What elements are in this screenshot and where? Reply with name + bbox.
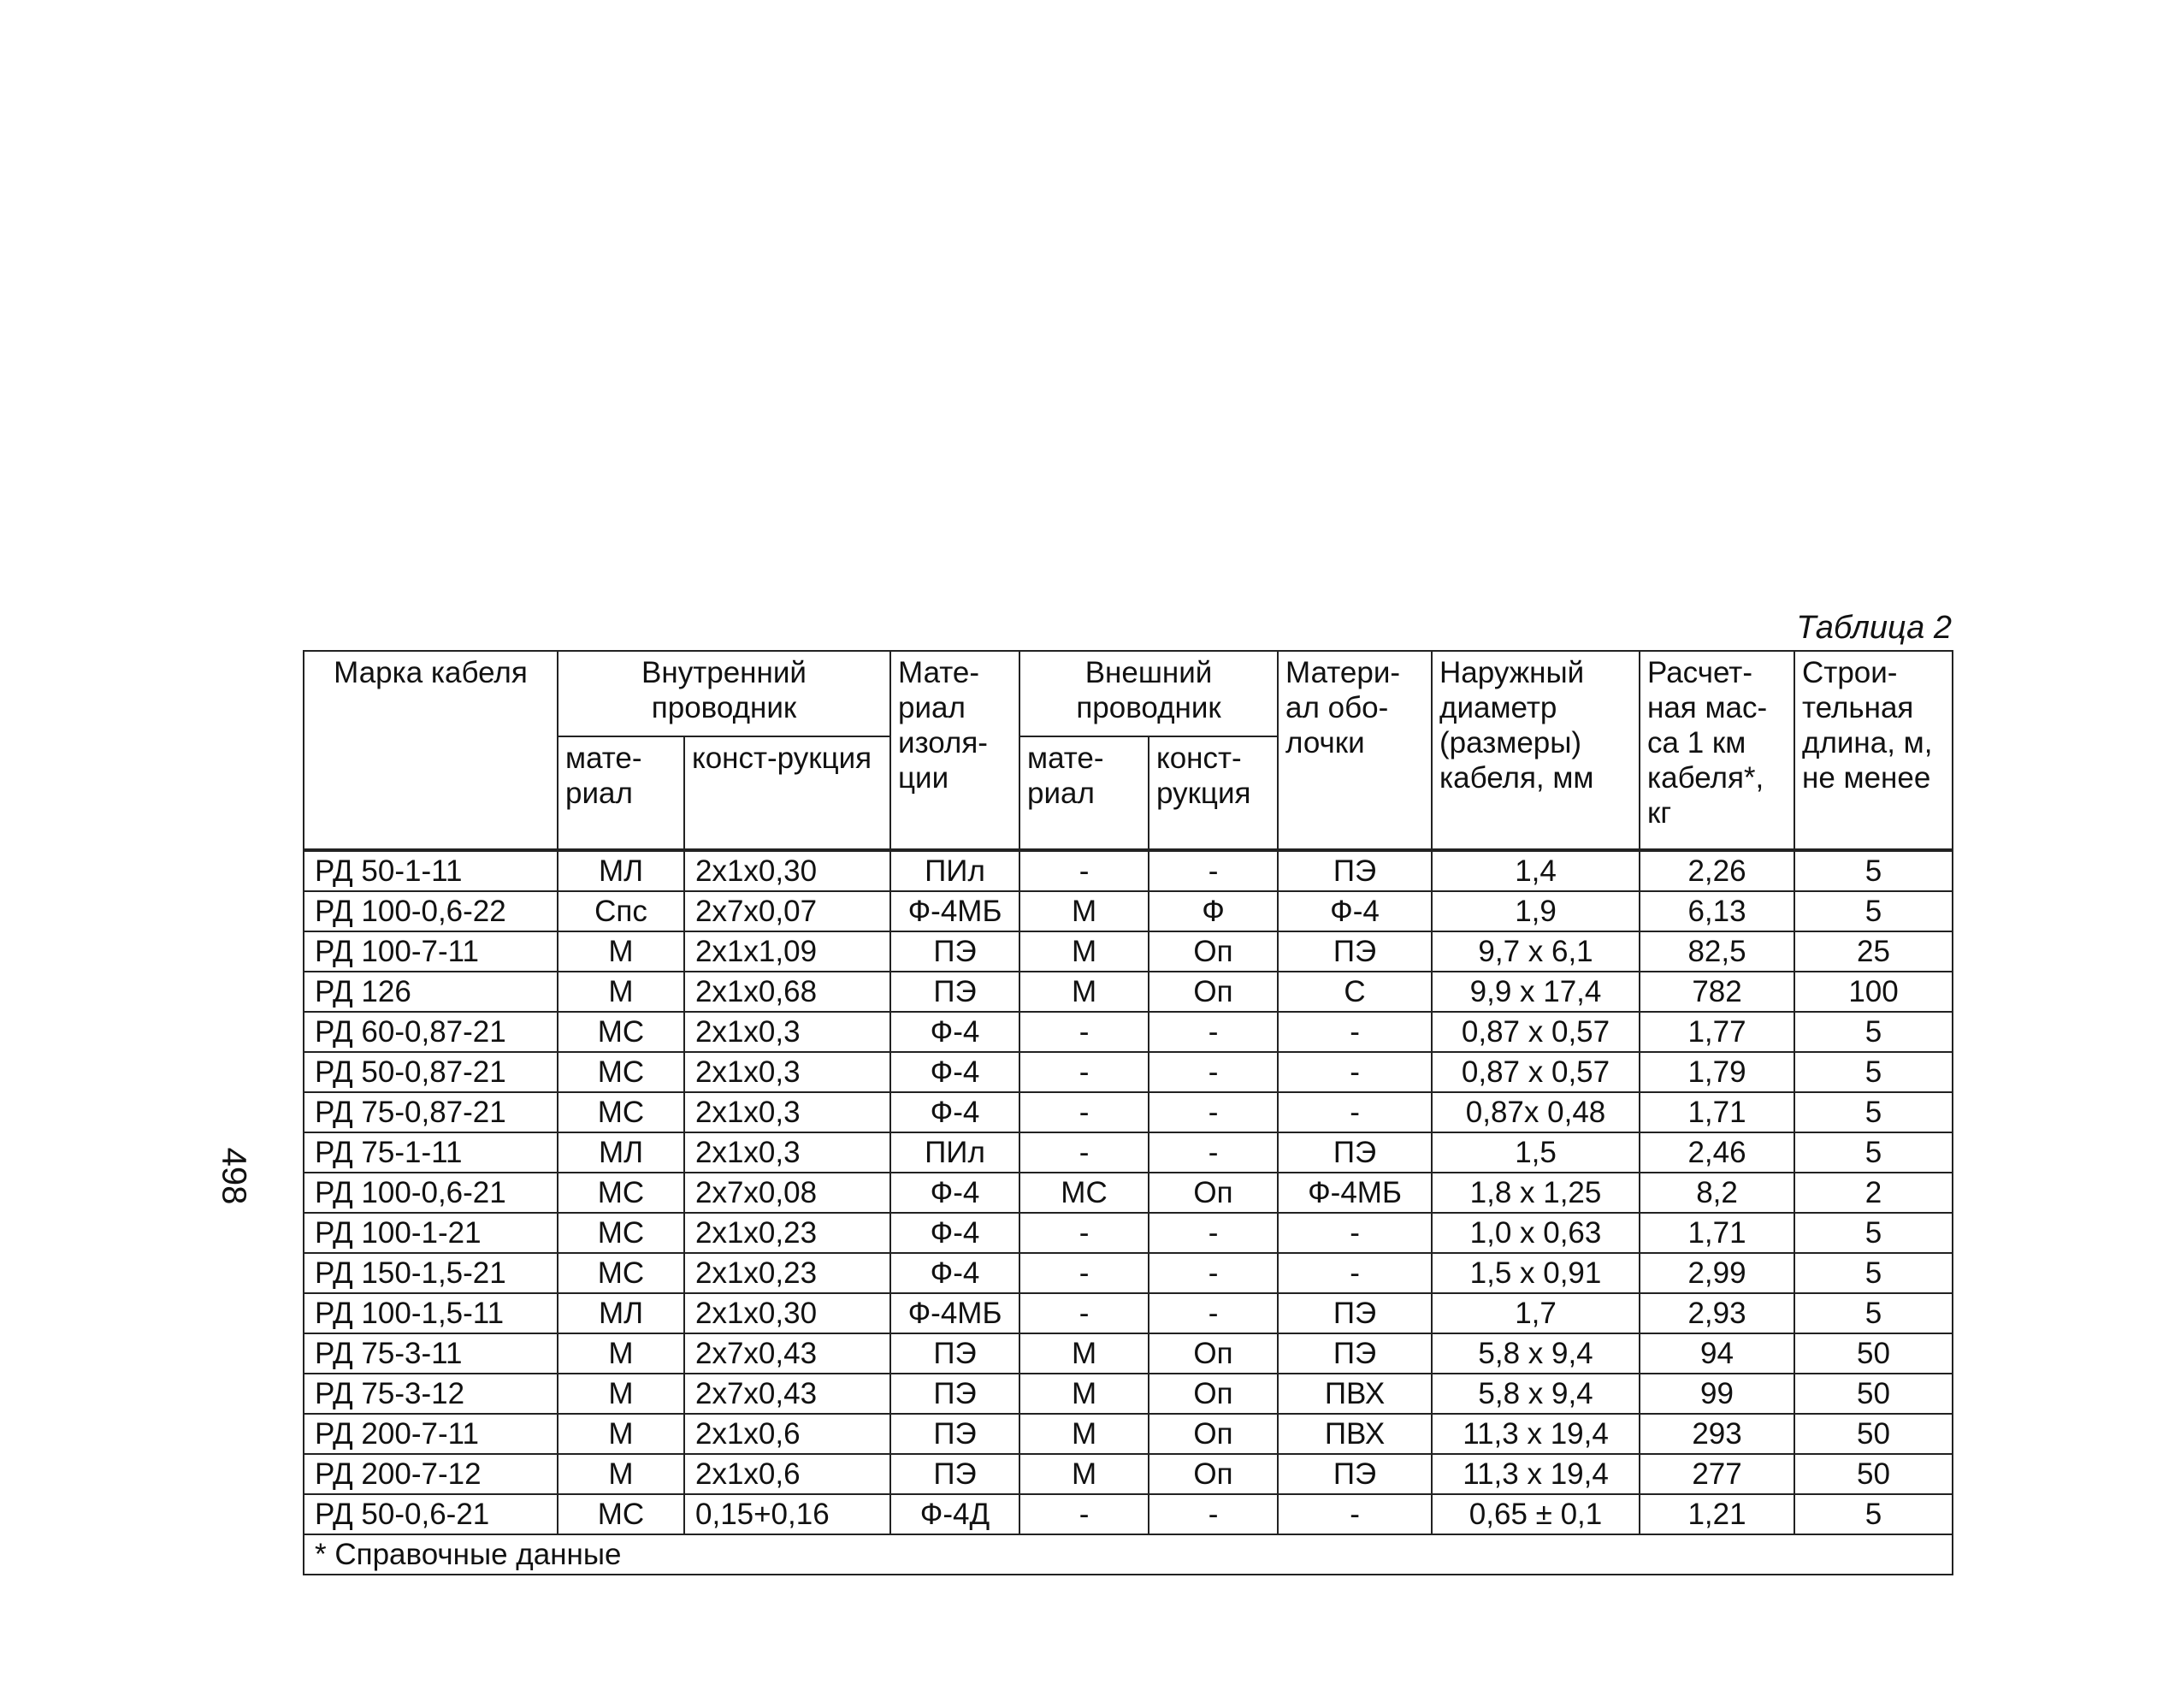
cell-diameter: 9,7 x 6,1 <box>1432 931 1640 972</box>
cell-diameter: 11,3 x 19,4 <box>1432 1414 1640 1454</box>
cell-inner-construction: 2x7x0,08 <box>684 1173 890 1213</box>
table-row <box>304 1494 1953 1534</box>
cell-sheath: - <box>1278 1092 1432 1132</box>
cell-outer-material: М <box>1019 891 1149 931</box>
cell-cable-mark: РД 100-0,6-22 <box>304 891 558 931</box>
cell-length: 2 <box>1794 1173 1953 1213</box>
cell-inner-material: МС <box>558 1173 684 1213</box>
cell-inner-construction: 2x1x1,09 <box>684 931 890 972</box>
cell-diameter: 0,65 ± 0,1 <box>1432 1494 1640 1534</box>
table-row <box>304 1092 1953 1132</box>
cell-length: 50 <box>1794 1454 1953 1494</box>
cell-diameter: 1,8 x 1,25 <box>1432 1173 1640 1213</box>
cell-outer-material: М <box>1019 1374 1149 1414</box>
cell-mass: 782 <box>1640 972 1794 1012</box>
header-insulation-material: Мате-риал изоля-ции <box>890 651 1019 850</box>
cell-inner-material: М <box>558 1454 684 1494</box>
cell-outer-construction: - <box>1149 1052 1278 1092</box>
cell-outer-material: - <box>1019 850 1149 891</box>
cell-mass: 277 <box>1640 1454 1794 1494</box>
cell-outer-construction: - <box>1149 1132 1278 1173</box>
cell-cable-mark: РД 75-1-11 <box>304 1132 558 1173</box>
cell-insulation: ПЭ <box>890 1414 1019 1454</box>
cell-outer-construction: - <box>1149 1092 1278 1132</box>
cell-inner-material: МС <box>558 1494 684 1534</box>
cell-inner-construction: 2x1x0,3 <box>684 1132 890 1173</box>
cell-diameter: 1,5 <box>1432 1132 1640 1173</box>
cell-mass: 8,2 <box>1640 1173 1794 1213</box>
cell-insulation: Ф-4 <box>890 1253 1019 1293</box>
table-row <box>304 891 1953 931</box>
cell-cable-mark: РД 75-3-12 <box>304 1374 558 1414</box>
cell-diameter: 1,7 <box>1432 1293 1640 1333</box>
cell-inner-material: МЛ <box>558 1132 684 1173</box>
cell-outer-construction: Оп <box>1149 1414 1278 1454</box>
cell-outer-material: М <box>1019 931 1149 972</box>
cell-outer-construction: - <box>1149 1253 1278 1293</box>
cell-sheath: Ф-4 <box>1278 891 1432 931</box>
table-caption: Таблица 2 <box>1796 610 1952 646</box>
cell-inner-construction: 2x1x0,30 <box>684 1293 890 1333</box>
table-row <box>304 1293 1953 1333</box>
cell-sheath: - <box>1278 1253 1432 1293</box>
cell-outer-construction: Оп <box>1149 1374 1278 1414</box>
cell-outer-material: М <box>1019 1454 1149 1494</box>
cell-inner-construction: 2x1x0,23 <box>684 1213 890 1253</box>
header-outer-conductor: Внешний проводник <box>1019 651 1278 736</box>
cell-outer-construction: Оп <box>1149 1454 1278 1494</box>
cell-insulation: ПЭ <box>890 972 1019 1012</box>
cell-outer-construction: - <box>1149 1494 1278 1534</box>
cell-inner-material: МС <box>558 1092 684 1132</box>
cell-outer-material: - <box>1019 1293 1149 1333</box>
cell-cable-mark: РД 150-1,5-21 <box>304 1253 558 1293</box>
table-row <box>304 1052 1953 1092</box>
cell-length: 5 <box>1794 891 1953 931</box>
cell-cable-mark: РД 100-1-21 <box>304 1213 558 1253</box>
cell-outer-material: М <box>1019 1333 1149 1374</box>
cell-inner-material: М <box>558 1414 684 1454</box>
cell-inner-construction: 0,15+0,16 <box>684 1494 890 1534</box>
cell-insulation: Ф-4МБ <box>890 891 1019 931</box>
table-row <box>304 1374 1953 1414</box>
header-outer-construction: конст-рукция <box>1149 736 1278 850</box>
cell-length: 5 <box>1794 1293 1953 1333</box>
cell-length: 5 <box>1794 1052 1953 1092</box>
cable-spec-table <box>303 650 1953 1575</box>
cell-diameter: 11,3 x 19,4 <box>1432 1454 1640 1494</box>
header-sheath-material: Матери-ал обо-лочки <box>1278 651 1432 850</box>
cell-mass: 1,71 <box>1640 1213 1794 1253</box>
cell-mass: 1,77 <box>1640 1012 1794 1052</box>
cell-inner-material: М <box>558 972 684 1012</box>
cell-diameter: 0,87 x 0,57 <box>1432 1052 1640 1092</box>
cell-outer-construction: - <box>1149 1012 1278 1052</box>
cell-length: 5 <box>1794 1213 1953 1253</box>
table-row <box>304 1173 1953 1213</box>
cell-diameter: 1,5 x 0,91 <box>1432 1253 1640 1293</box>
cell-inner-construction: 2x1x0,6 <box>684 1414 890 1454</box>
header-construction-length: Строи-тельная длина, м, не менее <box>1794 651 1953 850</box>
cell-cable-mark: РД 50-1-11 <box>304 850 558 891</box>
cell-cable-mark: РД 200-7-11 <box>304 1414 558 1454</box>
cell-length: 50 <box>1794 1333 1953 1374</box>
cell-inner-construction: 2x1x0,3 <box>684 1052 890 1092</box>
cell-mass: 94 <box>1640 1333 1794 1374</box>
cell-outer-material: - <box>1019 1052 1149 1092</box>
cell-diameter: 0,87x 0,48 <box>1432 1092 1640 1132</box>
cell-inner-material: М <box>558 1374 684 1414</box>
header-inner-construction: конст-рукция <box>684 736 890 850</box>
cell-mass: 1,71 <box>1640 1092 1794 1132</box>
cell-sheath: ПЭ <box>1278 1333 1432 1374</box>
header-calculated-mass: Расчет-ная мас-са 1 км кабеля*, кг <box>1640 651 1794 850</box>
cell-sheath: ПЭ <box>1278 1293 1432 1333</box>
cell-diameter: 1,9 <box>1432 891 1640 931</box>
cell-length: 25 <box>1794 931 1953 972</box>
cell-cable-mark: РД 200-7-12 <box>304 1454 558 1494</box>
cell-length: 5 <box>1794 1012 1953 1052</box>
cell-sheath: - <box>1278 1494 1432 1534</box>
cell-inner-construction: 2x1x0,3 <box>684 1092 890 1132</box>
table-body <box>304 850 1953 1534</box>
cell-diameter: 1,4 <box>1432 850 1640 891</box>
table-row <box>304 1012 1953 1052</box>
cell-outer-material: М <box>1019 972 1149 1012</box>
cell-inner-construction: 2x1x0,6 <box>684 1454 890 1494</box>
cell-sheath: ПЭ <box>1278 850 1432 891</box>
cell-cable-mark: РД 75-3-11 <box>304 1333 558 1374</box>
cell-inner-construction: 2x1x0,30 <box>684 850 890 891</box>
cell-sheath: ПЭ <box>1278 1132 1432 1173</box>
cell-outer-material: - <box>1019 1132 1149 1173</box>
header-inner-material: мате-риал <box>558 736 684 850</box>
cell-outer-material: М <box>1019 1414 1149 1454</box>
cell-insulation: ПЭ <box>890 1374 1019 1414</box>
cell-inner-material: МС <box>558 1052 684 1092</box>
table-footnote: * Справочные данные <box>304 1534 1953 1575</box>
table-row <box>304 931 1953 972</box>
cell-inner-material: МЛ <box>558 1293 684 1333</box>
cell-inner-construction: 2x1x0,3 <box>684 1012 890 1052</box>
cell-diameter: 5,8 x 9,4 <box>1432 1333 1640 1374</box>
cell-mass: 2,46 <box>1640 1132 1794 1173</box>
table-row <box>304 850 1953 891</box>
cell-insulation: Ф-4 <box>890 1012 1019 1052</box>
cell-inner-material: МС <box>558 1213 684 1253</box>
cell-mass: 6,13 <box>1640 891 1794 931</box>
table-header <box>304 651 1953 850</box>
cell-length: 5 <box>1794 1092 1953 1132</box>
cell-outer-material: - <box>1019 1012 1149 1052</box>
cell-sheath: С <box>1278 972 1432 1012</box>
cell-diameter: 1,0 x 0,63 <box>1432 1213 1640 1253</box>
header-inner-conductor: Внутренний проводник <box>558 651 890 736</box>
cell-cable-mark: РД 100-0,6-21 <box>304 1173 558 1213</box>
cell-sheath: ПВХ <box>1278 1374 1432 1414</box>
cell-inner-material: М <box>558 931 684 972</box>
cell-outer-construction: Оп <box>1149 972 1278 1012</box>
table-row <box>304 1333 1953 1374</box>
cell-cable-mark: РД 50-0,87-21 <box>304 1052 558 1092</box>
cell-sheath: - <box>1278 1213 1432 1253</box>
cell-sheath: ПЭ <box>1278 931 1432 972</box>
cell-length: 5 <box>1794 1494 1953 1534</box>
cell-length: 5 <box>1794 1253 1953 1293</box>
cell-mass: 82,5 <box>1640 931 1794 972</box>
cell-inner-material: МС <box>558 1253 684 1293</box>
cell-cable-mark: РД 75-0,87-21 <box>304 1092 558 1132</box>
cell-diameter: 9,9 x 17,4 <box>1432 972 1640 1012</box>
cell-outer-construction: Ф <box>1149 891 1278 931</box>
cell-length: 5 <box>1794 850 1953 891</box>
cell-cable-mark: РД 126 <box>304 972 558 1012</box>
cell-length: 50 <box>1794 1374 1953 1414</box>
cell-cable-mark: РД 60-0,87-21 <box>304 1012 558 1052</box>
cell-mass: 99 <box>1640 1374 1794 1414</box>
cell-insulation: ПЭ <box>890 931 1019 972</box>
cell-sheath: ПВХ <box>1278 1414 1432 1454</box>
cell-outer-material: - <box>1019 1092 1149 1132</box>
cell-length: 5 <box>1794 1132 1953 1173</box>
cell-insulation: ПИл <box>890 850 1019 891</box>
cell-mass: 293 <box>1640 1414 1794 1454</box>
cell-outer-material: - <box>1019 1213 1149 1253</box>
cell-inner-material: МЛ <box>558 850 684 891</box>
cell-inner-material: МС <box>558 1012 684 1052</box>
table-row <box>304 1253 1953 1293</box>
cell-insulation: ПЭ <box>890 1333 1019 1374</box>
cell-diameter: 0,87 x 0,57 <box>1432 1012 1640 1052</box>
cell-inner-construction: 2x1x0,23 <box>684 1253 890 1293</box>
cell-outer-construction: - <box>1149 1293 1278 1333</box>
cell-sheath: ПЭ <box>1278 1454 1432 1494</box>
cell-insulation: Ф-4 <box>890 1092 1019 1132</box>
cell-outer-construction: - <box>1149 1213 1278 1253</box>
cell-cable-mark: РД 100-1,5-11 <box>304 1293 558 1333</box>
cell-insulation: Ф-4 <box>890 1213 1019 1253</box>
cell-insulation: Ф-4 <box>890 1173 1019 1213</box>
cell-mass: 1,21 <box>1640 1494 1794 1534</box>
cell-outer-material: МС <box>1019 1173 1149 1213</box>
cell-mass: 2,99 <box>1640 1253 1794 1293</box>
cell-insulation: Ф-4Д <box>890 1494 1019 1534</box>
cell-inner-construction: 2x1x0,68 <box>684 972 890 1012</box>
cell-cable-mark: РД 100-7-11 <box>304 931 558 972</box>
cell-insulation: Ф-4 <box>890 1052 1019 1092</box>
cell-sheath: - <box>1278 1012 1432 1052</box>
table-row <box>304 1132 1953 1173</box>
cell-insulation: ПЭ <box>890 1454 1019 1494</box>
cell-cable-mark: РД 50-0,6-21 <box>304 1494 558 1534</box>
cell-diameter: 5,8 x 9,4 <box>1432 1374 1640 1414</box>
table-row <box>304 1454 1953 1494</box>
cell-inner-material: М <box>558 1333 684 1374</box>
cell-inner-construction: 2x7x0,43 <box>684 1374 890 1414</box>
cell-insulation: Ф-4МБ <box>890 1293 1019 1333</box>
page-number: 498 <box>215 1147 253 1205</box>
table-row <box>304 1213 1953 1253</box>
cell-outer-construction: Оп <box>1149 1333 1278 1374</box>
header-cable-mark: Марка кабеля <box>304 651 558 850</box>
cell-outer-material: - <box>1019 1253 1149 1293</box>
cell-inner-construction: 2x7x0,43 <box>684 1333 890 1374</box>
cell-length: 50 <box>1794 1414 1953 1454</box>
cell-outer-construction: - <box>1149 850 1278 891</box>
table-row <box>304 1414 1953 1454</box>
cell-mass: 2,26 <box>1640 850 1794 891</box>
table-row <box>304 972 1953 1012</box>
cell-outer-material: - <box>1019 1494 1149 1534</box>
header-outer-diameter: Наружный диаметр (размеры) кабеля, мм <box>1432 651 1640 850</box>
cell-outer-construction: Оп <box>1149 1173 1278 1213</box>
cell-outer-construction: Оп <box>1149 931 1278 972</box>
cell-mass: 2,93 <box>1640 1293 1794 1333</box>
cell-insulation: ПИл <box>890 1132 1019 1173</box>
cell-inner-construction: 2x7x0,07 <box>684 891 890 931</box>
cell-sheath: Ф-4МБ <box>1278 1173 1432 1213</box>
cell-length: 100 <box>1794 972 1953 1012</box>
cell-mass: 1,79 <box>1640 1052 1794 1092</box>
cell-inner-material: Спс <box>558 891 684 931</box>
header-outer-material: мате-риал <box>1019 736 1149 850</box>
cell-sheath: - <box>1278 1052 1432 1092</box>
